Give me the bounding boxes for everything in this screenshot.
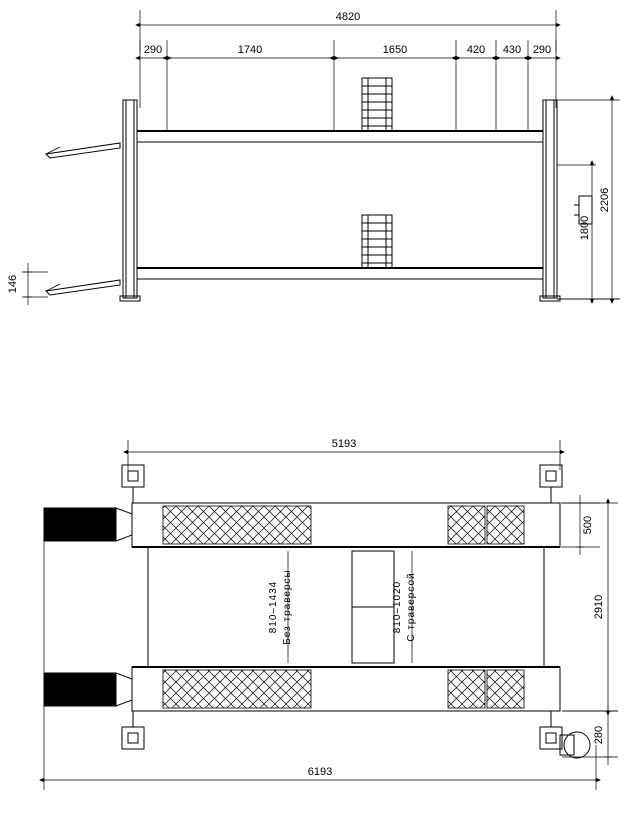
dimension-overall-length xyxy=(140,10,556,52)
dim-1800-label: 1800 xyxy=(579,215,591,241)
label-with-beam-text: С траверсой xyxy=(406,572,417,642)
dim-seg-5-label: 430 xyxy=(502,44,522,56)
lower-ladder-detail xyxy=(362,215,392,268)
frame-bay-outline xyxy=(137,142,543,268)
bottom-runway-pads xyxy=(163,670,524,708)
dim-4820-label: 4820 xyxy=(335,11,361,23)
left-fork-arms xyxy=(46,143,120,295)
dimension-height-ramp xyxy=(7,263,48,305)
dimension-width-side xyxy=(561,495,600,555)
label-with-beam-range: 810–1020 xyxy=(392,580,403,634)
dim-6193-label: 6193 xyxy=(307,766,333,778)
dimension-segment-chain xyxy=(140,40,556,132)
label-without-beam-range: 810–1434 xyxy=(268,580,279,634)
dim-2206-label: 2206 xyxy=(599,187,611,213)
dim-146-label: 146 xyxy=(7,274,19,294)
dim-seg-4-label: 420 xyxy=(466,44,486,56)
upper-ladder-detail xyxy=(362,78,392,131)
dim-seg-3-label: 1650 xyxy=(382,44,408,56)
dim-seg-6-label: 290 xyxy=(532,44,552,56)
label-with-beam xyxy=(392,551,417,663)
top-plan-view xyxy=(44,438,618,790)
dim-5193-label: 5193 xyxy=(331,438,357,450)
label-without-beam-text: Без траверсы xyxy=(282,569,293,645)
dim-seg-1-label: 290 xyxy=(143,44,163,56)
dimension-height-overall xyxy=(557,100,620,299)
centre-traverse xyxy=(352,551,394,663)
dim-2910-label: 2910 xyxy=(593,594,605,620)
top-runway-pads xyxy=(163,506,524,544)
label-without-beam xyxy=(268,551,293,663)
dimension-length-inner xyxy=(128,438,560,470)
dimension-height-platform xyxy=(557,165,596,299)
dim-seg-2-label: 1740 xyxy=(237,44,263,56)
pump-unit xyxy=(560,732,590,758)
side-elevation-view xyxy=(7,10,620,305)
left-wheel-blocks xyxy=(44,508,132,706)
upper-platform-beam xyxy=(137,131,543,142)
dim-500-label: 500 xyxy=(582,515,594,535)
dim-280-label: 280 xyxy=(593,725,605,745)
lower-platform-beam xyxy=(137,268,543,279)
